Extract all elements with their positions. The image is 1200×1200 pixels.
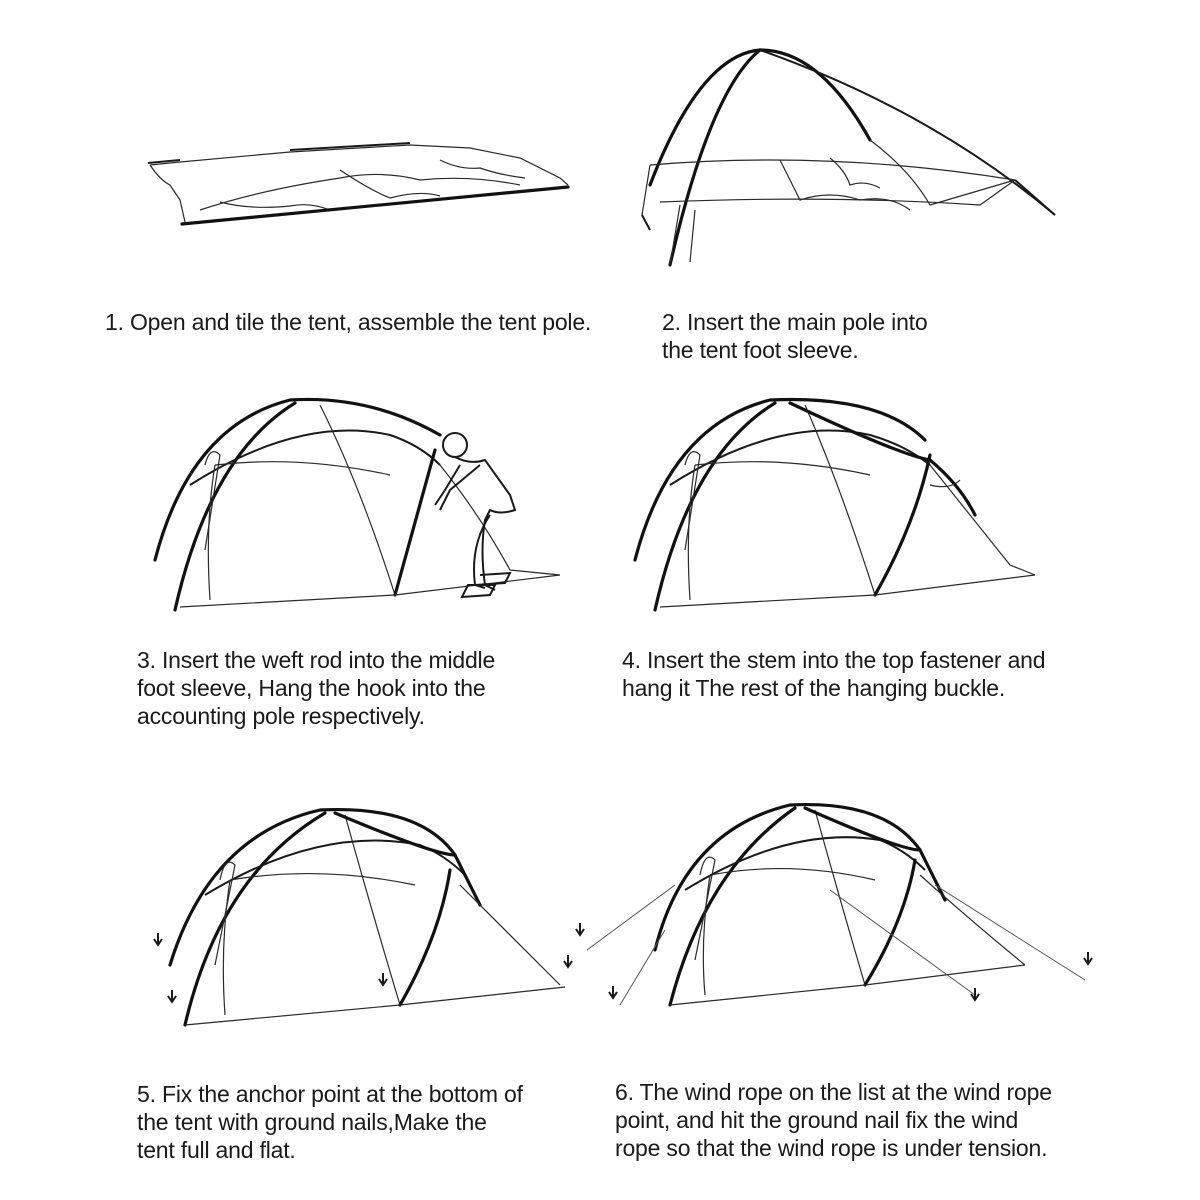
step-4-caption [622,646,1045,702]
caption-line: 6. The wind rope on the list at the wind rope [615,1079,1052,1105]
caption-line: the tent with ground nails,Make the [137,1109,487,1135]
caption-line: accounting pole respectively. [137,703,425,729]
caption-line: 5. Fix the anchor point at the bottom of [137,1081,523,1107]
step-5-caption [137,1080,523,1164]
step-3-illustration [150,385,570,615]
step-4-illustration [630,385,1050,615]
step-6-illustration [575,790,1105,1030]
step-3-caption [137,646,495,730]
caption-line: foot sleeve, Hang the hook into the [137,675,486,701]
step-6-caption [615,1078,1052,1162]
caption-line: 1. Open and tile the tent, assemble the tent pole. [105,309,592,335]
step-1-illustration [140,130,580,240]
step-2-caption [662,308,927,364]
caption-line: rope so that the wind rope is under tension. [615,1135,1048,1161]
step-1-caption [105,308,591,336]
caption-line: 2. Insert the main pole into [662,309,928,335]
caption-line: hang it The rest of the hanging buckle. [622,675,1006,701]
step-5-illustration [150,795,580,1035]
caption-line: the tent foot sleeve. [662,337,859,363]
caption-line: tent full and flat. [137,1137,296,1163]
ground-nail-icon [154,933,572,1002]
step-2-illustration [630,30,1070,270]
caption-line: point, and hit the ground nail fix the wind [615,1107,1019,1133]
caption-line: 4. Insert the stem into the top fastener and [622,647,1046,673]
caption-line: 3. Insert the weft rod into the middle [137,647,496,673]
